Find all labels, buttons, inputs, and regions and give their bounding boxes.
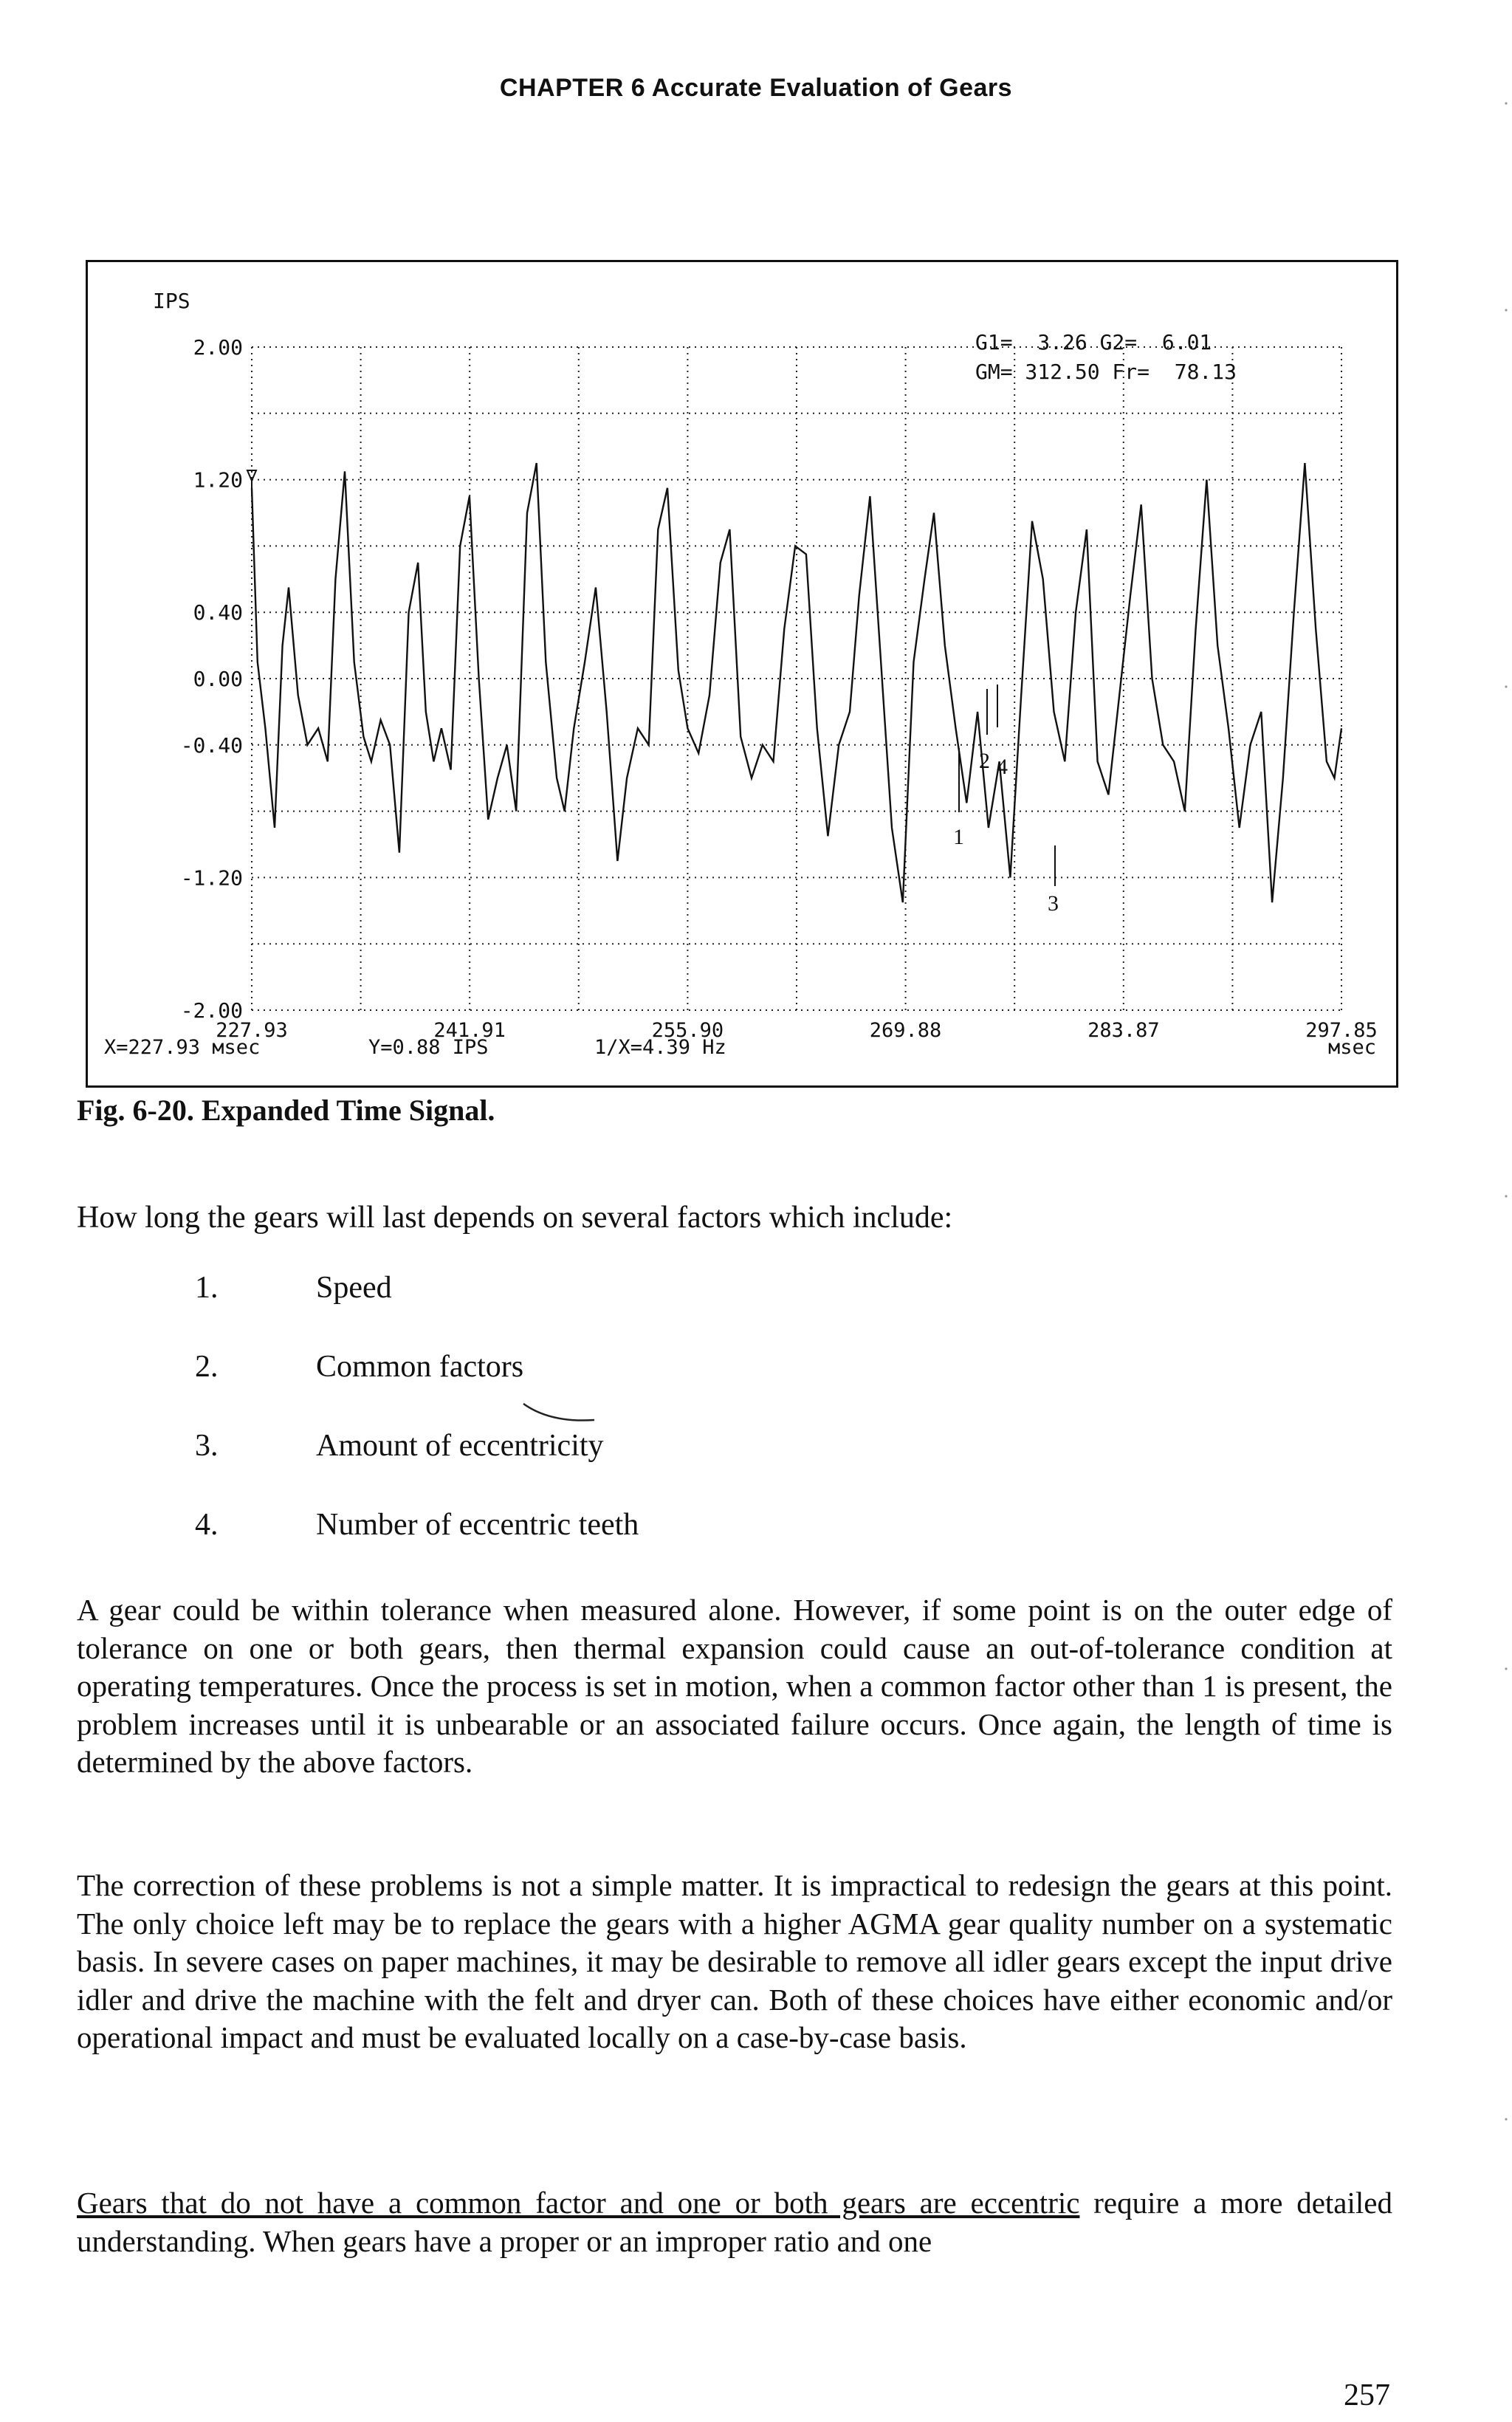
readout-g1: G1= 3.26 G2= 6.01 <box>975 330 1212 354</box>
annotation-3: 3 <box>1048 891 1059 916</box>
list-text: Number of eccentric teeth <box>316 1508 639 1542</box>
y-tick-label: 2.00 <box>193 335 243 360</box>
signal-series-line <box>252 463 1341 902</box>
list-number: 2. <box>195 1350 219 1384</box>
x-tick-label: 255.90 <box>651 1019 724 1042</box>
x-tick-label: 297.85 <box>1305 1019 1378 1042</box>
y-tick-label: -2.00 <box>180 998 243 1023</box>
list-text: Common factors <box>316 1350 524 1384</box>
y-tick-label: 1.20 <box>193 467 243 493</box>
scan-edge-dots <box>1497 0 1512 2422</box>
figure-frame <box>86 260 1398 1088</box>
paragraph-rest: require a more detailed understanding. When gears have a proper or an improper ratio and one <box>77 2186 1392 2258</box>
cursor-x-readout: X=227.93 мsec <box>104 1036 261 1059</box>
x-tick-label: 241.91 <box>433 1019 506 1042</box>
y-tick-label: -0.40 <box>180 733 243 758</box>
y-tick-label: 0.40 <box>193 600 243 625</box>
figure-caption: Fig. 6-20. Expanded Time Signal. <box>77 1094 495 1127</box>
list-text: Amount of eccentricity <box>316 1429 604 1463</box>
chapter-header: CHAPTER 6 Accurate Evaluation of Gears <box>499 74 1013 102</box>
y-tick-labels <box>181 335 243 1023</box>
paragraph-eccentric <box>77 2184 1392 2260</box>
annotation-1: 1 <box>953 825 964 849</box>
y-tick-label: -1.20 <box>180 865 243 891</box>
cursor-y-readout: Y=0.88 IPS <box>368 1036 489 1059</box>
time-signal-chart <box>88 262 1401 1090</box>
cursor-frequency-readout: 1/X=4.39 Hz <box>594 1036 726 1059</box>
list-number: 4. <box>195 1508 219 1542</box>
list-number: 1. <box>195 1271 219 1305</box>
page-number: 257 <box>1344 2378 1390 2412</box>
list-text: Speed <box>316 1271 392 1305</box>
underlined-phrase: Gears that do not have a common factor and one or both gears are eccentric <box>77 2186 1080 2220</box>
paragraph-correction: The correction of these problems is not a simple matter. It is impractical to redesign the gears at this point. The only choice left may be to replace the gears with a higher AGMA gear quality number on a systematic basis. In severe cases on paper machines, it may be desirable to remove all idler gears except the input drive idler and drive the machine with the felt and dryer can. Both of these choices have either economic and/or operational impact and must be evaluated locally on a case-by-case basis. <box>77 1868 1392 2054</box>
y-axis-label: IPS <box>153 289 190 313</box>
list-number: 3. <box>195 1429 219 1463</box>
y-tick-label: 0.00 <box>193 667 243 691</box>
readout-gm: GM= 312.50 Fr= 78.13 <box>975 360 1237 384</box>
cursor-marker-icon <box>247 470 256 494</box>
handwritten-check-mark-icon <box>520 1401 602 1430</box>
annotation-2: 2 <box>979 749 990 773</box>
annotation-4: 4 <box>997 755 1008 779</box>
intro-sentence: How long the gears will last depends on several factors which include: <box>77 1201 953 1235</box>
x-tick-label: 283.87 <box>1087 1019 1160 1042</box>
x-unit-label: мsec <box>1328 1036 1377 1059</box>
x-tick-label: 269.88 <box>869 1019 942 1042</box>
paragraph-tolerance: A gear could be within tolerance when measured alone. However, if some point is on the outer edge of tolerance on one or both gears, then thermal expansion could cause an out-of-tolerance condition at operating temperatures. Once the process is set in motion, when a common factor other than 1 is present, the problem increases until it is unbearable or an associated failure occurs. Once again, the length of time is determined by the above factors. <box>77 1593 1392 1779</box>
chart-grid <box>252 347 1341 1010</box>
x-tick-label: 227.93 <box>216 1019 288 1042</box>
